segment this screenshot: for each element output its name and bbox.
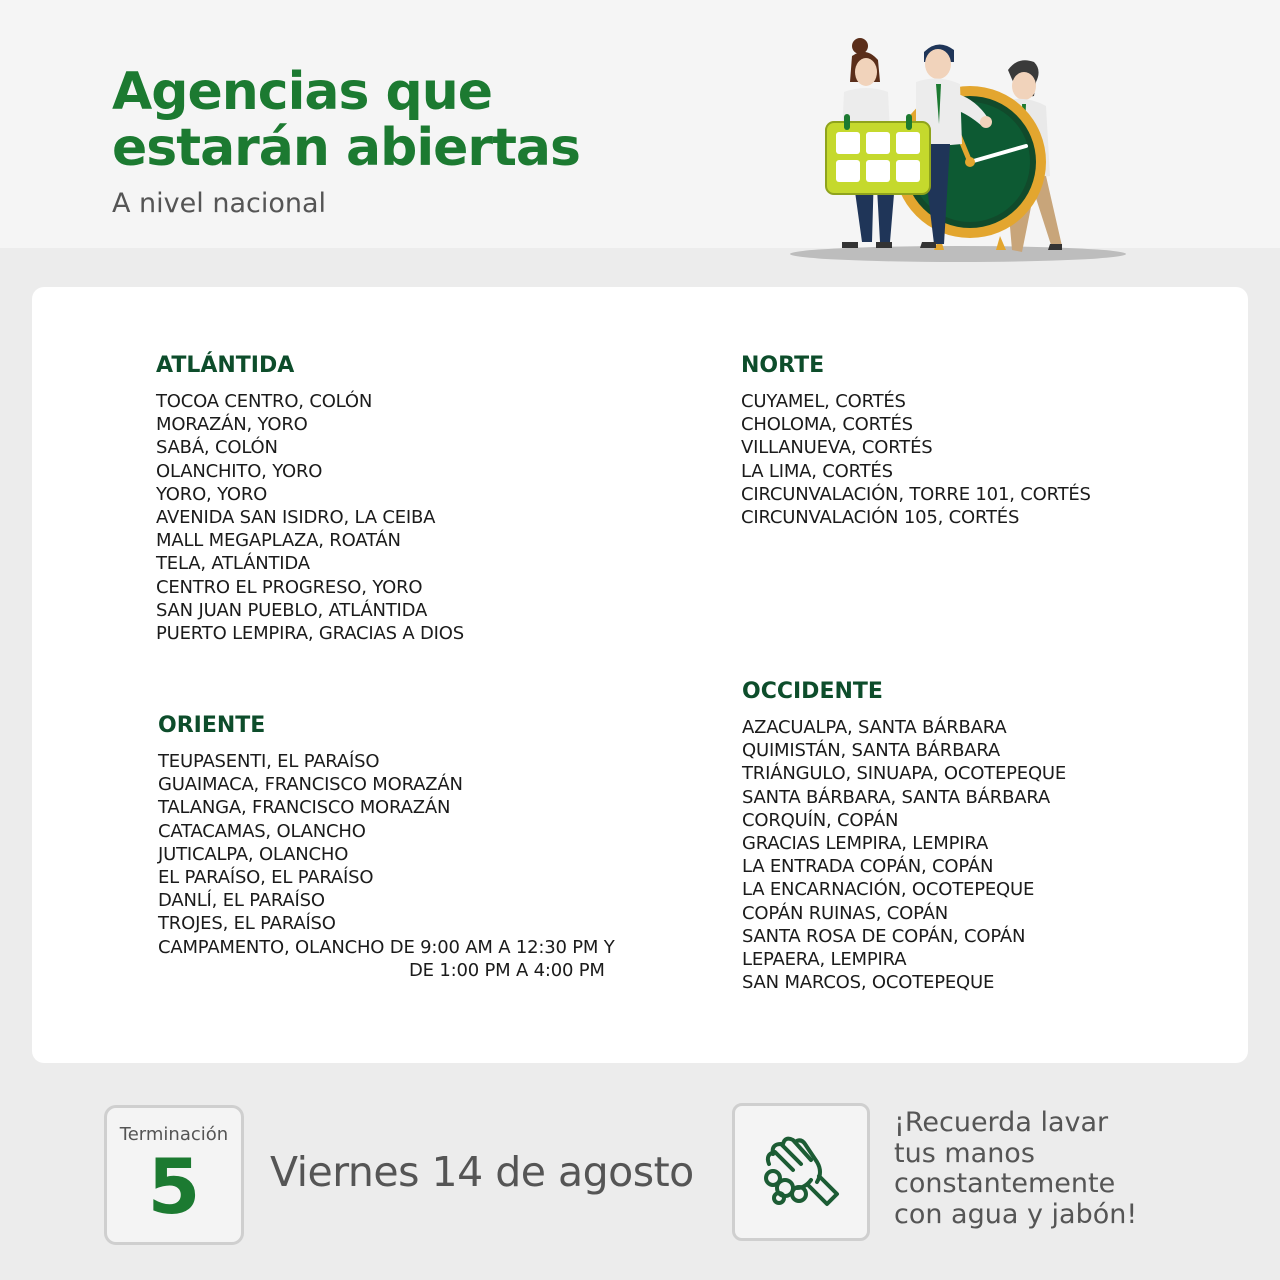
agency-item: TOCOA CENTRO, COLÓN	[156, 391, 373, 412]
agency-item: AVENIDA SAN ISIDRO, LA CEIBA	[156, 507, 436, 529]
region-title: ATLÁNTIDA	[156, 353, 295, 378]
agency-item: TEUPASENTI, EL PARAÍSO	[158, 751, 380, 772]
agency-item: COPÁN RUINAS, COPÁN	[742, 902, 948, 924]
agency-item: LA ENCARNACIÓN, OCOTEPEQUE	[742, 879, 1035, 901]
reminder-line-3: constantemente	[894, 1168, 1116, 1199]
agency-item: TALANGA, FRANCISCO MORAZÁN	[158, 797, 451, 819]
region-oriente	[158, 714, 615, 982]
reminder-line-4: con agua y jabón!	[894, 1198, 1138, 1230]
agency-item: VILLANUEVA, CORTÉS	[741, 437, 933, 459]
termination-number: 5	[147, 1142, 201, 1231]
agency-item: JUTICALPA, OLANCHO	[158, 843, 349, 865]
agency-item: CHOLOMA, CORTÉS	[741, 414, 913, 436]
agency-item: LEPAERA, LEMPIRA	[742, 949, 907, 971]
agency-list	[158, 750, 615, 959]
agency-item: SANTA BÁRBARA, SANTA BÁRBARA	[742, 786, 1051, 808]
agency-item: DANLÍ, EL PARAÍSO	[158, 890, 325, 912]
region-norte	[741, 354, 1091, 529]
region-title: OCCIDENTE	[742, 679, 883, 704]
hand-washing-box	[732, 1103, 870, 1241]
agency-item: PUERTO LEMPIRA, GRACIAS A DIOS	[156, 623, 464, 645]
calendar-icon	[826, 114, 930, 194]
agency-item: OLANCHITO, YORO	[156, 460, 323, 482]
agency-item: MORAZÁN, YORO	[156, 414, 308, 436]
agency-item: TROJES, EL PARAÍSO	[158, 913, 336, 935]
title-line-1: Agencias que	[112, 62, 493, 122]
agency-list	[742, 716, 1066, 994]
agency-item: SAN JUAN PUEBLO, ATLÁNTIDA	[156, 599, 428, 621]
agency-item: TRIÁNGULO, SINUAPA, OCOTEPEQUE	[742, 763, 1067, 785]
agency-list	[156, 390, 464, 645]
agency-item: EL PARAÍSO, EL PARAÍSO	[158, 867, 374, 889]
region-title: ORIENTE	[158, 713, 266, 738]
agency-item: CAMPAMENTO, OLANCHO DE 9:00 AM A 12:30 PM Y	[158, 936, 615, 958]
agency-item: GRACIAS LEMPIRA, LEMPIRA	[742, 833, 989, 855]
page-subtitle: A nivel nacional	[112, 188, 327, 219]
termination-box	[104, 1105, 244, 1245]
agency-item: SAN MARCOS, OCOTEPEQUE	[742, 972, 995, 994]
title-line-2: estarán abiertas	[112, 118, 580, 178]
agency-item: LA LIMA, CORTÉS	[741, 460, 893, 482]
agency-item: CIRCUNVALACIÓN, TORRE 101, CORTÉS	[741, 483, 1091, 505]
region-atlantida	[156, 354, 464, 645]
agency-item: CUYAMEL, CORTÉS	[741, 391, 906, 412]
hand-washing-reminder	[894, 1108, 1137, 1230]
termination-label: Terminación	[119, 1124, 229, 1145]
agency-item: GUAIMACA, FRANCISCO MORAZÁN	[158, 774, 463, 796]
reminder-line-1: ¡Recuerda lavar	[894, 1107, 1109, 1138]
staff-calendar-clock-illustration	[780, 30, 1140, 270]
agency-item: CIRCUNVALACIÓN 105, CORTÉS	[741, 507, 1020, 529]
agency-item: SABÁ, COLÓN	[156, 437, 278, 459]
reminder-line-2: tus manos	[894, 1137, 1035, 1169]
agency-item: LA ENTRADA COPÁN, COPÁN	[742, 856, 994, 878]
page-title	[112, 64, 672, 176]
agency-item: YORO, YORO	[156, 483, 268, 505]
region-title: NORTE	[741, 353, 825, 378]
agency-item: QUIMISTÁN, SANTA BÁRBARA	[742, 740, 1001, 762]
hand-washing-icon	[759, 1130, 843, 1214]
agency-item: TELA, ATLÁNTIDA	[156, 553, 310, 575]
agency-item: MALL MEGAPLAZA, ROATÁN	[156, 530, 401, 552]
region-occidente	[742, 680, 1066, 994]
agency-item: SANTA ROSA DE COPÁN, COPÁN	[742, 925, 1026, 947]
agency-item: CENTRO EL PROGRESO, YORO	[156, 576, 423, 598]
date-text: Viernes 14 de agosto	[270, 1148, 694, 1196]
schedule-note: DE 1:00 PM A 4:00 PM	[409, 959, 605, 981]
agency-item: CATACAMAS, OLANCHO	[158, 820, 366, 842]
agency-list	[741, 390, 1091, 529]
agency-item: CORQUÍN, COPÁN	[742, 809, 899, 831]
agencies-card	[32, 287, 1248, 1063]
agency-item: AZACUALPA, SANTA BÁRBARA	[742, 717, 1007, 738]
